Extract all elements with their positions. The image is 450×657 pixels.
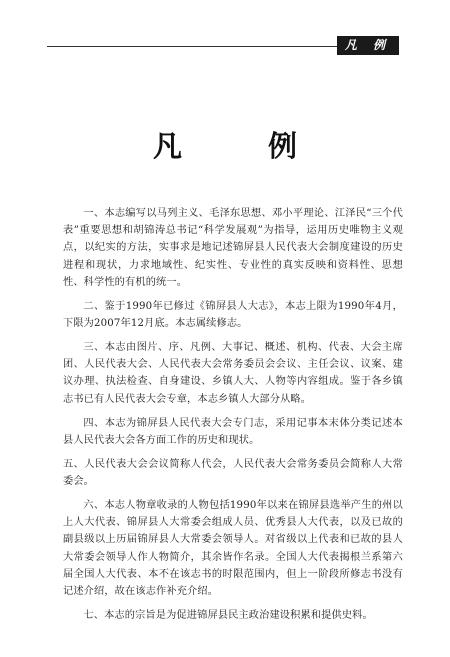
paragraph-6: 六、本志人物章收录的人物包括1990年以来在锦屏县选举产生的州以上人大代表、锦屏县人大常委会组成人员、优秀县人大代表，以及已故的副县级以上历届锦屏县人大常委会领导人。对省级以上代表和已故的县人大常委会领导人作人物简介，其余皆作名录。全国人大代表揭根兰系第六届全国人大代表、本不在该志书的时限范围内，但上一阶段所修志书没有记述介绍，故在该志作补充介绍。 <box>63 500 403 598</box>
paragraph-7: 七、本志的宗旨是为促进锦屏县民主政治建设积累和提供史料。 <box>83 610 373 622</box>
paragraph-3: 三、本志由图片、序、凡例、大事记、概述、机构、代表、大会主席团、人民代表大会、人民代表大会常务委员会会议、主任会议、议案、建议办理、执法检查、自身建设、乡镇人大、人物等内容组成。鉴于各乡镇志书已有人民代表大会专章，本志乡镇人大部分从略。 <box>63 342 403 405</box>
paragraph-1: 一、本志编写以马列主义、毛泽东思想、邓小平理论、江泽民“三个代表”重要思想和胡锦涛总书记“科学发展观”为指导，运用历史唯物主义观点，以纪实的方法，实事求是地记述锦屏县人民代表大会制度建设的历史进程和现状，力求地域性、纪实性、专业性的真实反映和资料性、思想性、科学性的有机的统一。 <box>63 208 403 288</box>
paragraph-4: 四、本志为锦屏县人民代表大会专门志，采用记事本末体分类记述本县人民代表大会各方面工作的历史和现状。 <box>63 417 403 446</box>
paragraph-5: 五、人民代表大会会议简称人代会，人民代表大会常务委员会简称人大常委会。 <box>63 458 403 488</box>
body-text <box>63 205 403 631</box>
paragraph-2: 二、鉴于1990年已修过《锦屏县人大志》，本志上限为1990年4月，下限为2007年12月底。本志属续修志。 <box>63 300 403 330</box>
running-header-tab: 凡 例 <box>337 36 399 55</box>
header-rule <box>47 46 337 47</box>
page-title: 凡 例 <box>152 129 336 163</box>
